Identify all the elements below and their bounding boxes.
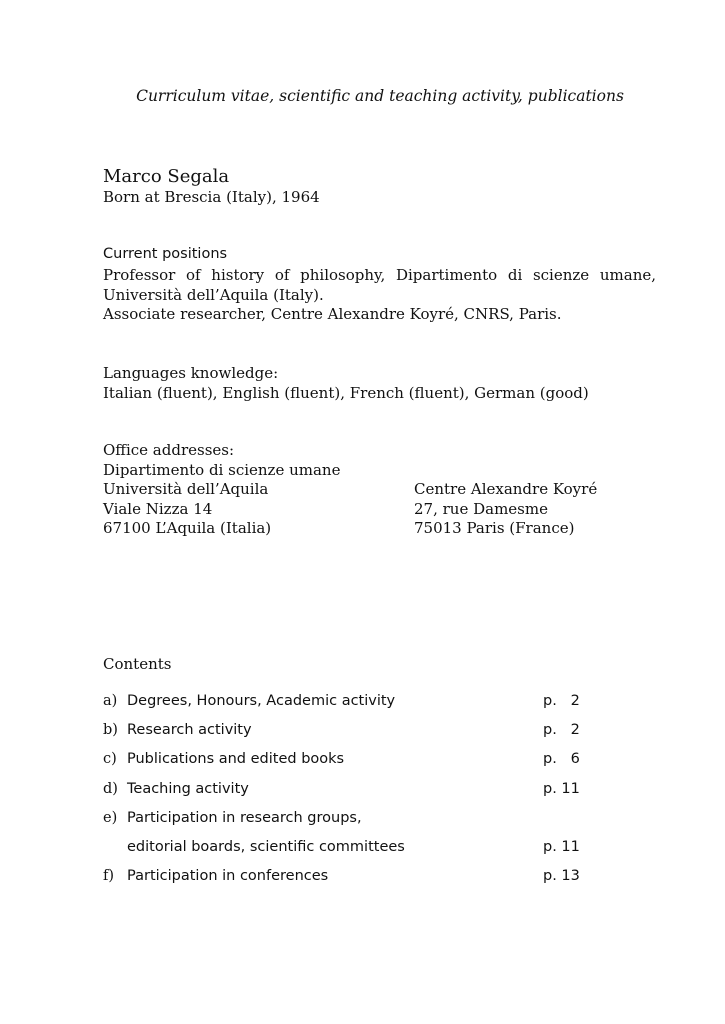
toc-item[interactable]	[103, 751, 603, 780]
toc-page: p. 2	[543, 693, 580, 709]
address-line: 27, rue Damesme	[414, 499, 548, 518]
toc-page: p. 2	[543, 722, 580, 739]
toc-item[interactable]	[103, 868, 603, 897]
languages-text: Italian (fluent), English (fluent), French (fluent), German (good)	[103, 383, 589, 402]
toc-label: Participation in conferences	[127, 868, 329, 885]
toc-item[interactable]	[103, 693, 603, 722]
office-heading: Office addresses:	[103, 441, 235, 459]
toc-page: p. 6	[543, 751, 580, 768]
address-aquila	[103, 480, 271, 539]
toc-letter: b)	[103, 722, 118, 739]
toc-label: Degrees, Honours, Academic activity	[127, 693, 396, 709]
current-positions-heading: Current positions	[103, 246, 228, 262]
birth-info: Born at Brescia (Italy), 1964	[103, 188, 320, 206]
languages-heading: Languages knowledge:	[103, 364, 279, 382]
toc-letter: f)	[103, 868, 115, 885]
toc-letter: a)	[103, 693, 118, 709]
address-line: Università dell’Aquila	[103, 480, 269, 498]
contents-heading: Contents	[103, 655, 172, 673]
office-department: Dipartimento di scienze umane	[103, 460, 341, 479]
address-line: Centre Alexandre Koyré	[414, 480, 598, 498]
position-line: Associate researcher, Centre Alexandre Koyré, CNRS, Paris.	[103, 305, 562, 323]
toc-item[interactable]	[103, 839, 603, 868]
toc-label: Teaching activity	[127, 780, 249, 797]
office-section	[103, 441, 656, 480]
toc-page: p. 11	[543, 780, 580, 797]
document-title: Curriculum vitae, scientific and teaching activity, publications	[136, 87, 624, 105]
toc-label: Participation in research groups,	[127, 809, 362, 826]
address-line: Viale Nizza 14	[103, 499, 213, 518]
toc-letter: d)	[103, 780, 118, 797]
current-positions-text	[103, 266, 656, 325]
toc-label: Research activity	[127, 722, 252, 739]
toc-label: Publications and edited books	[127, 751, 345, 768]
address-paris	[414, 480, 597, 539]
table-of-contents	[103, 693, 603, 897]
person-name: Marco Segala	[103, 166, 230, 187]
position-line: Università dell’Aquila (Italy).	[103, 285, 324, 304]
position-line: Professor of history of philosophy, Dipartimento di scienze umane,	[103, 266, 656, 284]
toc-page: p. 11	[543, 838, 580, 855]
address-line: 67100 L’Aquila (Italia)	[103, 519, 272, 537]
toc-page: p. 13	[543, 868, 580, 885]
toc-letter: c)	[103, 751, 117, 768]
toc-item[interactable]	[103, 722, 603, 751]
toc-letter: e)	[103, 809, 118, 826]
toc-item[interactable]	[103, 810, 603, 839]
toc-label: editorial boards, scientific committees	[127, 838, 405, 855]
toc-item[interactable]	[103, 781, 603, 810]
languages-section	[103, 364, 656, 403]
address-line: 75013 Paris (France)	[414, 519, 575, 537]
